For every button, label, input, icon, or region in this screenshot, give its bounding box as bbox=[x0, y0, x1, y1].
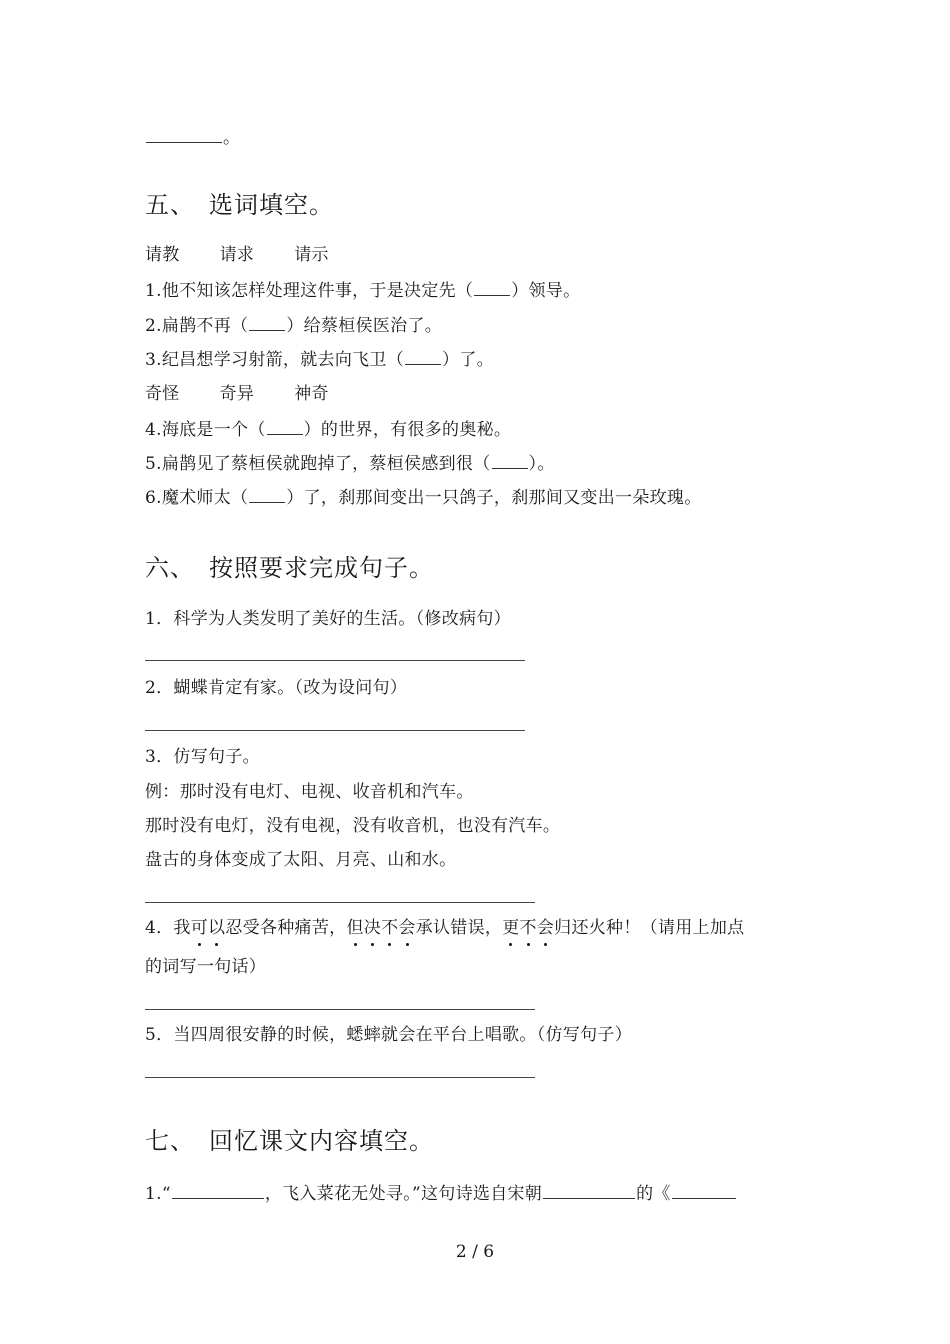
question-5-1: 1.他不知该怎样处理这件事，于是决定先（ ）领导。 bbox=[145, 281, 581, 301]
answer-blank[interactable] bbox=[672, 1182, 736, 1199]
question-5-5: 5.扁鹊见了蔡桓侯就跑掉了，蔡桓侯感到很（ ）。 bbox=[145, 454, 555, 474]
answer-line[interactable] bbox=[145, 1077, 535, 1078]
word-option: 请教 bbox=[145, 245, 180, 265]
question-6-2: 2．蝴蝶肯定有家。（改为设问句） bbox=[145, 678, 408, 698]
question-6-3: 3．仿写句子。 bbox=[145, 747, 260, 767]
word-option: 神奇 bbox=[294, 384, 329, 404]
answer-blank[interactable] bbox=[543, 1182, 635, 1199]
example-sentence: 例：那时没有电灯、电视、收音机和汽车。 bbox=[145, 782, 474, 802]
answer-line[interactable] bbox=[145, 660, 525, 661]
emphasis-dot-char: 会 bbox=[398, 918, 416, 938]
word-bank-2 bbox=[145, 383, 369, 405]
answer-blank[interactable] bbox=[492, 452, 528, 469]
word-option: 请求 bbox=[219, 245, 255, 265]
practice-sentence: 盘古的身体变成了太阳、月亮、山和水。 bbox=[145, 850, 457, 870]
answer-line[interactable] bbox=[145, 1009, 535, 1010]
section-7-heading bbox=[145, 1126, 434, 1156]
section-5-heading bbox=[145, 190, 334, 220]
section-6-heading bbox=[145, 553, 434, 583]
answer-blank[interactable] bbox=[405, 348, 441, 365]
answer-blank[interactable] bbox=[474, 279, 510, 296]
emphasis-dot-char: 决 bbox=[363, 918, 382, 938]
answer-blank[interactable] bbox=[146, 126, 222, 143]
answer-blank[interactable] bbox=[172, 1182, 264, 1199]
word-option: 请示 bbox=[294, 245, 329, 265]
section-number: 五、 bbox=[145, 191, 195, 219]
section-number: 六、 bbox=[145, 554, 195, 582]
emphasis-dot-char: 但 bbox=[346, 918, 364, 938]
question-5-3: 3.纪昌想学习射箭，就去向飞卫（ ）了。 bbox=[145, 350, 494, 370]
section-title: 选词填空。 bbox=[209, 191, 334, 219]
question-6-1: 1．科学为人类发明了美好的生活。（修改病句） bbox=[145, 609, 511, 629]
question-5-2: 2.扁鹊不再（ ）给蔡桓侯医治了。 bbox=[145, 316, 443, 336]
section-title: 回忆课文内容填空。 bbox=[209, 1127, 434, 1155]
answer-blank[interactable] bbox=[249, 486, 285, 503]
emphasis-dot-char: 会 bbox=[536, 918, 555, 938]
question-5-6: 6.魔术师太（ ）了，刹那间变出一只鸽子，刹那间又变出一朵玫瑰。 bbox=[145, 488, 702, 508]
page-number: 2 / 6 bbox=[455, 1242, 495, 1262]
question-5-4: 4.海底是一个（ ）的世界，有很多的奥秘。 bbox=[145, 420, 512, 440]
word-option: 奇异 bbox=[219, 384, 255, 404]
emphasis-dot-char: 不 bbox=[519, 918, 537, 938]
emphasis-dot-char: 不 bbox=[381, 918, 399, 938]
answer-line[interactable] bbox=[145, 730, 525, 731]
question-7-1: 1.“ ，飞入菜花无处寻。”这句诗选自宋朝 的《 bbox=[145, 1182, 737, 1205]
question-6-4-continued: 的词写一句话） bbox=[145, 957, 267, 977]
emphasis-dot-char: 更 bbox=[502, 918, 520, 938]
emphasis-dot-char: 以 bbox=[208, 918, 226, 938]
answer-blank[interactable] bbox=[249, 314, 285, 331]
section-title: 按照要求完成句子。 bbox=[209, 554, 434, 582]
example-rewrite: 那时没有电灯，没有电视，没有收音机，也没有汽车。 bbox=[145, 816, 561, 836]
section-number: 七、 bbox=[145, 1127, 195, 1155]
word-bank-1 bbox=[145, 244, 369, 266]
continued-answer-line: 。 bbox=[145, 126, 240, 149]
answer-blank[interactable] bbox=[267, 418, 303, 435]
question-6-5: 5．当四周很安静的时候，蟋蟀就会在平台上唱歌。（仿写句子） bbox=[145, 1025, 633, 1045]
emphasis-dot-char: 可 bbox=[190, 918, 209, 938]
answer-line[interactable] bbox=[145, 902, 535, 903]
question-6-4: 4．我可以忍受各种痛苦，但决不会承认错误，更不会归还火种！（请用上加点 bbox=[145, 918, 745, 938]
word-option: 奇怪 bbox=[145, 384, 180, 404]
